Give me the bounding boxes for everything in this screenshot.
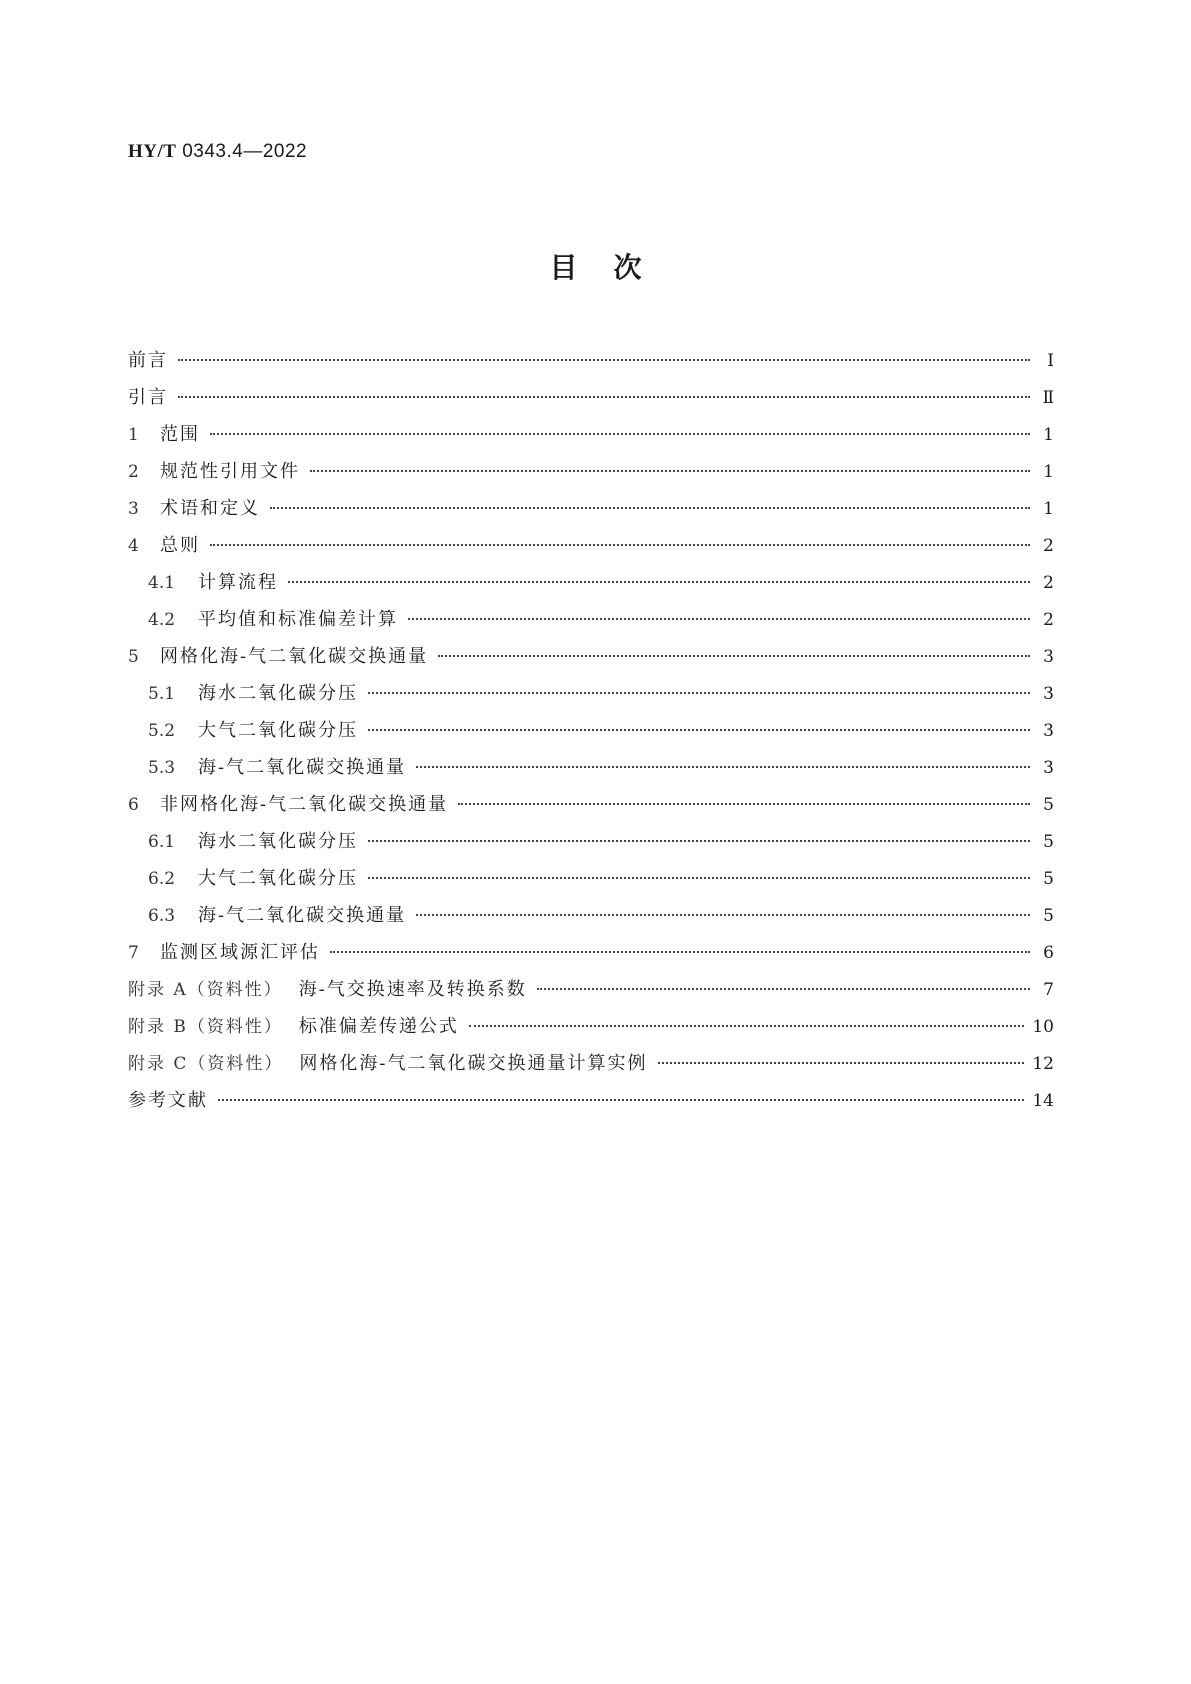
toc-entry-label: 非网格化海-气二氧化碳交换通量 [160, 794, 449, 815]
toc-entry-number: 2 [128, 462, 139, 482]
toc-dot-leader [458, 803, 1030, 805]
toc-entry-4[interactable] [128, 527, 1054, 564]
toc-entry-number: 附录 B（资料性） [128, 1017, 283, 1037]
toc-entry-page: Ⅱ [1042, 388, 1054, 408]
toc-dot-leader [330, 951, 1030, 953]
toc-entry-number: 1 [128, 425, 139, 445]
toc-entry-2[interactable] [128, 453, 1054, 490]
toc-dot-leader [178, 396, 1030, 398]
toc-entry-page: 7 [1043, 980, 1054, 1000]
toc-entry-6-1[interactable] [128, 823, 1054, 860]
toc-entry-page: Ⅰ [1047, 351, 1054, 371]
toc-entry-label: 海水二氧化碳分压 [198, 683, 358, 704]
toc-entry-page: 3 [1043, 647, 1054, 667]
toc-dot-leader [408, 618, 1030, 620]
toc-dot-leader [270, 507, 1030, 509]
toc-entry-6-2[interactable] [128, 860, 1054, 897]
toc-dot-leader [368, 877, 1030, 879]
toc-dot-leader [658, 1062, 1025, 1064]
toc-entry-number: 3 [128, 499, 139, 519]
toc-entry-label: 监测区域源汇评估 [160, 942, 320, 963]
toc-entry-page: 5 [1043, 832, 1054, 852]
toc-dot-leader [537, 988, 1030, 990]
toc-entry-number: 6.2 [148, 869, 176, 889]
toc-entry-page: 5 [1043, 795, 1054, 815]
toc-dot-leader [218, 1099, 1024, 1101]
toc-dot-leader [288, 581, 1030, 583]
toc-entry-label: 网格化海-气二氧化碳交换通量计算实例 [299, 1053, 648, 1074]
toc-entry-5-1[interactable] [128, 675, 1054, 712]
toc-entry-page: 3 [1043, 721, 1054, 741]
toc-entry-label: 海-气二氧化碳交换通量 [198, 757, 407, 778]
toc-entry-5-2[interactable] [128, 712, 1054, 749]
toc-entry-page: 5 [1043, 906, 1054, 926]
toc-dot-leader [368, 692, 1030, 694]
toc-entry-number: 6 [128, 795, 139, 815]
toc-entry-number: 5 [128, 647, 139, 667]
toc-entry-page: 1 [1043, 499, 1054, 519]
toc-entry-number: 6.1 [148, 832, 176, 852]
toc-entry-label: 参考文献 [128, 1090, 208, 1111]
toc-entry-label: 引言 [128, 387, 168, 408]
toc-entry-page: 12 [1032, 1054, 1054, 1074]
table-of-contents [128, 342, 1054, 1119]
toc-dot-leader [368, 729, 1030, 731]
toc-entry-number: 4.2 [148, 610, 176, 630]
toc-entry-label: 规范性引用文件 [160, 461, 300, 482]
toc-dot-leader [178, 359, 1030, 361]
toc-entry-page: 5 [1043, 869, 1054, 889]
toc-entry-6[interactable] [128, 786, 1054, 823]
toc-entry-number: 5.2 [148, 721, 176, 741]
toc-entry-foreword[interactable] [128, 342, 1054, 379]
toc-entry-label: 前言 [128, 350, 168, 371]
toc-entry-6-3[interactable] [128, 897, 1054, 934]
toc-entry-4-1[interactable] [128, 564, 1054, 601]
toc-entry-page: 14 [1032, 1091, 1054, 1111]
toc-entry-page: 1 [1043, 462, 1054, 482]
toc-entry-label: 海-气二氧化碳交换通量 [198, 905, 407, 926]
toc-title: 目次 [549, 251, 678, 284]
toc-entry-appendix-c[interactable] [128, 1045, 1054, 1082]
toc-entry-number: 5.3 [148, 758, 176, 778]
toc-entry-7[interactable] [128, 934, 1054, 971]
toc-entry-number: 7 [128, 943, 139, 963]
toc-dot-leader [210, 433, 1030, 435]
toc-entry-1[interactable] [128, 416, 1054, 453]
toc-entry-page: 2 [1043, 573, 1054, 593]
toc-entry-appendix-b[interactable] [128, 1008, 1054, 1045]
document-code [128, 141, 307, 163]
toc-entry-label: 海水二氧化碳分压 [198, 831, 358, 852]
toc-dot-leader [210, 544, 1030, 546]
toc-entry-number: 附录 A（资料性） [128, 980, 283, 1000]
toc-dot-leader [368, 840, 1030, 842]
document-code-prefix: HY/T [128, 141, 177, 162]
toc-entry-page: 2 [1043, 610, 1054, 630]
toc-entry-label: 计算流程 [198, 572, 278, 593]
toc-entry-page: 10 [1032, 1017, 1054, 1037]
toc-entry-number: 5.1 [148, 684, 176, 704]
toc-entry-number: 4.1 [148, 573, 176, 593]
toc-dot-leader [438, 655, 1030, 657]
toc-entry-label: 海-气交换速率及转换系数 [298, 979, 527, 1000]
toc-entry-number: 附录 C（资料性） [128, 1054, 284, 1074]
toc-entry-label: 术语和定义 [160, 498, 260, 519]
toc-entry-label: 标准偏差传递公式 [298, 1016, 459, 1037]
toc-entry-appendix-a[interactable] [128, 971, 1054, 1008]
toc-entry-label: 范围 [160, 424, 200, 445]
toc-entry-page: 3 [1043, 758, 1054, 778]
toc-entry-5[interactable] [128, 638, 1054, 675]
toc-entry-label: 大气二氧化碳分压 [198, 868, 358, 889]
toc-entry-label: 大气二氧化碳分压 [198, 720, 358, 741]
document-code-number: 0343.4—2022 [182, 141, 308, 162]
toc-entry-label: 平均值和标准偏差计算 [198, 609, 398, 630]
toc-entry-number: 6.3 [148, 906, 176, 926]
toc-entry-page: 2 [1043, 536, 1054, 556]
toc-entry-page: 1 [1043, 425, 1054, 445]
toc-entry-3[interactable] [128, 490, 1054, 527]
toc-entry-number: 4 [128, 536, 139, 556]
toc-dot-leader [310, 470, 1030, 472]
toc-entry-5-3[interactable] [128, 749, 1054, 786]
toc-dot-leader [416, 766, 1030, 768]
toc-entry-label: 总则 [160, 535, 200, 556]
toc-entry-page: 3 [1043, 684, 1054, 704]
toc-entry-label: 网格化海-气二氧化碳交换通量 [160, 646, 429, 667]
toc-dot-leader [469, 1025, 1024, 1027]
toc-dot-leader [416, 914, 1030, 916]
toc-entry-4-2[interactable] [128, 601, 1054, 638]
toc-entry-introduction[interactable] [128, 379, 1054, 416]
toc-entry-references[interactable] [128, 1082, 1054, 1119]
toc-entry-page: 6 [1043, 943, 1054, 963]
